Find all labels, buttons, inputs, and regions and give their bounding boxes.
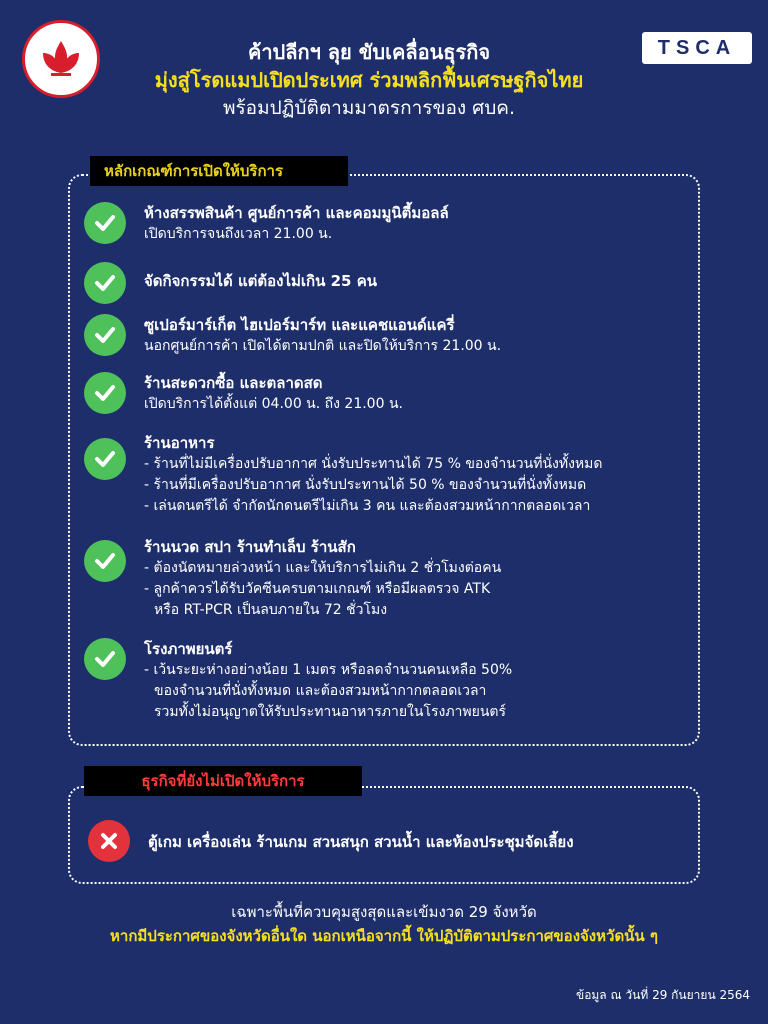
open-section-label: หลักเกณฑ์การเปิดให้บริการ bbox=[90, 156, 348, 186]
item-title: ห้างสรรพสินค้า ศูนย์การค้า และคอมมูนิตี้มอลล์ bbox=[144, 204, 449, 222]
closed-businesses-text: ตู้เกม เครื่องเล่น ร้านเกม สวนสนุก สวนน้ำ และห้องประชุมจัดเลี้ยง bbox=[148, 833, 574, 851]
item-title: โรงภาพยนตร์ bbox=[144, 640, 233, 658]
item-line: - ร้านที่มีเครื่องปรับอากาศ นั่งรับประทานได้ 50 % ของจำนวนที่นั่งทั้งหมด bbox=[144, 477, 587, 493]
item-line: - เล่นดนตรีได้ จำกัดนักดนตรีไม่เกิน 3 คน และต้องสวมหน้ากากตลอดเวลา bbox=[144, 498, 591, 514]
item-line: - ต้องนัดหมายล่วงหน้า และให้บริการไม่เกิน 2 ชั่วโมงต่อคน bbox=[144, 560, 502, 576]
footer-province-note: หากมีประกาศของจังหวัดอื่นใด นอกเหนือจากนี้ ให้ปฏิบัติตามประกาศของจังหวัดนั้น ๆ bbox=[110, 927, 658, 945]
item-line: รวมทั้งไม่อนุญาตให้รับประทานอาหารภายในโรงภาพยนตร์ bbox=[154, 704, 507, 720]
x-circle-icon bbox=[88, 820, 130, 862]
check-circle-icon bbox=[84, 638, 126, 680]
item-title: จัดกิจกรรมได้ แต่ต้องไม่เกิน 25 คน bbox=[144, 272, 377, 290]
header bbox=[110, 38, 628, 122]
item-title: ซูเปอร์มาร์เก็ต ไฮเปอร์มาร์ท และแคชแอนด์แครี่ bbox=[144, 316, 455, 334]
check-circle-icon bbox=[84, 372, 126, 414]
header-subtitle: มุ่งสู่โรดแมปเปิดประเทศ ร่วมพลิกฟื้นเศรษฐกิจไทย bbox=[154, 68, 584, 92]
footer-scope-note: เฉพาะพื้นที่ควบคุมสูงสุดและเข้มงวด 29 จังหวัด bbox=[231, 903, 537, 921]
item-line: - ลูกค้าควรได้รับวัคซีนครบตามเกณฑ์ หรือมีผลตรวจ ATK bbox=[144, 581, 491, 597]
item-line: ของจำนวนที่นั่งทั้งหมด และต้องสวมหน้ากากตลอดเวลา bbox=[154, 683, 487, 699]
check-circle-icon bbox=[84, 314, 126, 356]
closed-section-label: ธุรกิจที่ยังไม่เปิดให้บริการ bbox=[84, 766, 362, 796]
item-line: - ร้านที่ไม่มีเครื่องปรับอากาศ นั่งรับประทานได้ 75 % ของจำนวนที่นั่งทั้งหมด bbox=[144, 456, 603, 472]
check-circle-icon bbox=[84, 438, 126, 480]
item-line: เปิดบริการได้ตั้งแต่ 04.00 น. ถึง 21.00 น. bbox=[144, 396, 403, 412]
data-date: ข้อมูล ณ วันที่ 29 กันยายน 2564 bbox=[575, 988, 750, 1002]
header-note: พร้อมปฏิบัติตามมาตรการของ ศบค. bbox=[222, 97, 516, 119]
item-title: ร้านอาหาร bbox=[144, 434, 215, 452]
check-circle-icon bbox=[84, 540, 126, 582]
closed-list-item bbox=[88, 820, 688, 862]
thai-retailers-association-logo bbox=[22, 20, 100, 98]
check-circle-icon bbox=[84, 262, 126, 304]
flower-logo-icon bbox=[31, 29, 91, 89]
item-line: นอกศูนย์การค้า เปิดได้ตามปกติ และปิดให้บริการ 21.00 น. bbox=[144, 338, 502, 354]
tsca-logo: TSCA bbox=[642, 32, 752, 64]
item-title: ร้านสะดวกซื้อ และตลาดสด bbox=[144, 374, 323, 392]
item-title: ร้านนวด สปา ร้านทำเล็บ ร้านสัก bbox=[144, 538, 356, 556]
item-line: เปิดบริการจนถึงเวลา 21.00 น. bbox=[144, 226, 333, 242]
check-circle-icon bbox=[84, 202, 126, 244]
header-title: ค้าปลีกฯ ลุย ขับเคลื่อนธุรกิจ bbox=[247, 40, 491, 64]
item-line: หรือ RT-PCR เป็นลบภายใน 72 ชั่วโมง bbox=[154, 602, 388, 618]
item-line: - เว้นระยะห่างอย่างน้อย 1 เมตร หรือลดจำนวนคนเหลือ 50% bbox=[144, 662, 513, 678]
